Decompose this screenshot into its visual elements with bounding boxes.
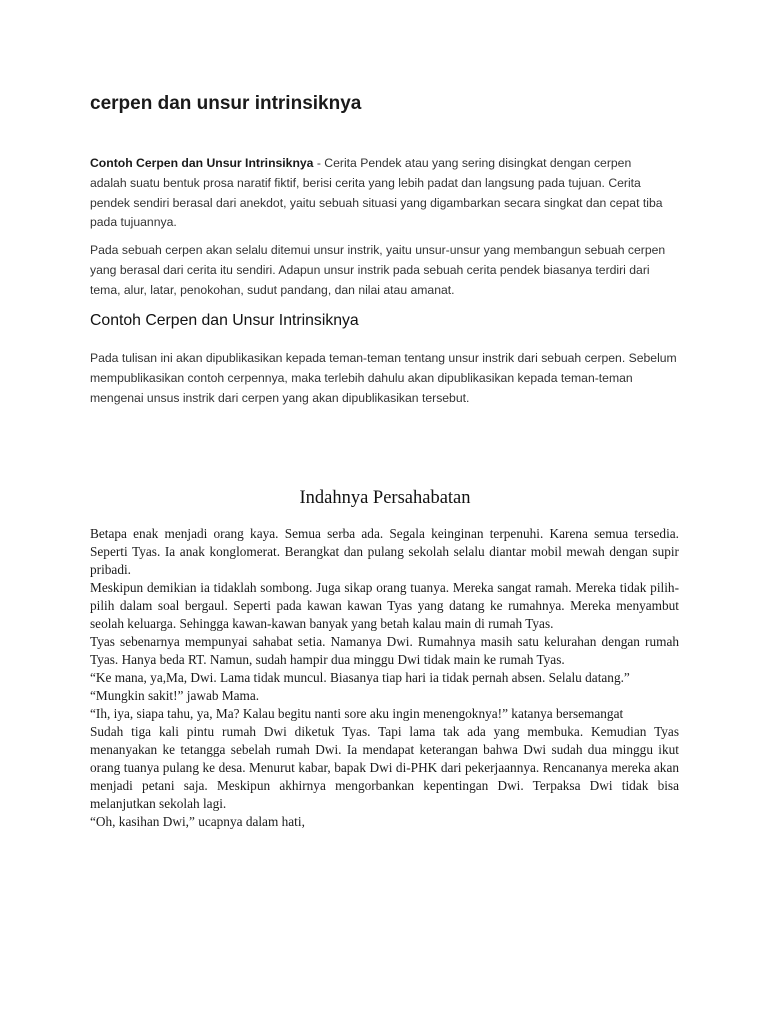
unsur-instrik-paragraph: Pada sebuah cerpen akan selalu ditemui unsur instrik, yaitu unsur-unsur yang membangun sebuah cerpen yang berasal dari cerita itu sendiri. Adapun unsur instrik pada sebuah cerita pendek biasanya terdiri dari tema, alur, latar, penokohan, sudut pandang, dan nilai atau amanat.: [90, 243, 666, 297]
story-paragraph: “Ih, iya, siapa tahu, ya, Ma? Kalau begitu nanti sore aku ingin menengoknya!” katanya bersemangat: [90, 706, 624, 721]
story-paragraph: Betapa enak menjadi orang kaya. Semua serba ada. Segala keinginan terpenuhi. Karena semua tersedia. Seperti Tyas. Ia anak konglomerat. Berangkat dan pulang sekolah selalu diantar mobil mewah dengan supir pribadi.: [90, 526, 679, 577]
intro-lead: Contoh Cerpen dan Unsur Intrinsiknya: [90, 156, 314, 170]
story-paragraph: “Ke mana, ya,Ma, Dwi. Lama tidak muncul. Biasanya tiap hari ia tidak pernah absen. Selalu datang.”: [90, 670, 630, 685]
story-paragraph: Sudah tiga kali pintu rumah Dwi diketuk Tyas. Tapi lama tak ada yang membuka. Kemudian Tyas menanyakan ke tetangga sebelah rumah Dwi. Ia mendapat keterangan bahwa Dwi sudah dua minggu ikut orang tuanya pulang ke desa. Menurut kabar, bapak Dwi di-PHK dari pekerjaannya. Rencananya mereka akan menjadi petani saja. Meskipun akhirnya mengorbankan kepentingan Dwi. Terpaksa Dwi tidak bisa melanjutkan sekolah lagi.: [90, 724, 679, 811]
page-title: cerpen dan unsur intrinsiknya: [90, 93, 362, 114]
story-paragraph: “Oh, kasihan Dwi,” ucapnya dalam hati,: [90, 814, 305, 829]
story-title: Indahnya Persahabatan: [299, 488, 471, 508]
intro-text: - Cerita Pendek atau yang sering disingkat dengan cerpen adalah suatu bentuk prosa naratif fiktif, berisi cerita yang lebih padat dan langsung pada tujuan. Cerita pendek sendiri berasal dari anekdot, yaitu sebuah situasi yang digambarkan secara singkat dan cepat tiba pada tujuannya.: [90, 156, 663, 230]
story-body: [90, 525, 679, 831]
intro-paragraph: [90, 154, 670, 233]
section-heading: Contoh Cerpen dan Unsur Intrinsiknya: [90, 312, 359, 329]
story-paragraph: “Mungkin sakit!” jawab Mama.: [90, 688, 260, 703]
story-paragraph: Tyas sebenarnya mempunyai sahabat setia. Namanya Dwi. Rumahnya masih satu kelurahan dengan rumah Tyas. Hanya beda RT. Namun, sudah hampir dua minggu Dwi tidak main ke rumah Tyas.: [90, 634, 679, 667]
publication-paragraph: Pada tulisan ini akan dipublikasikan kepada teman-teman tentang unsur instrik dari sebuah cerpen. Sebelum mempublikasikan contoh cerpennya, maka terlebih dahulu akan dipublikasikan kepada teman-teman mengenai unsus instrik dari cerpen yang akan dipublikasikan tersebut.: [90, 351, 677, 405]
story-paragraph: Meskipun demikian ia tidaklah sombong. Juga sikap orang tuanya. Mereka sangat ramah. Mereka tidak pilih-pilih dalam soal bergaul. Seperti pada kawan kawan Tyas yang datang ke rumahnya. Mereka menyambut seolah keluarga. Sehingga kawan-kawan banyak yang betah kalau main di rumah Tyas.: [90, 580, 679, 631]
